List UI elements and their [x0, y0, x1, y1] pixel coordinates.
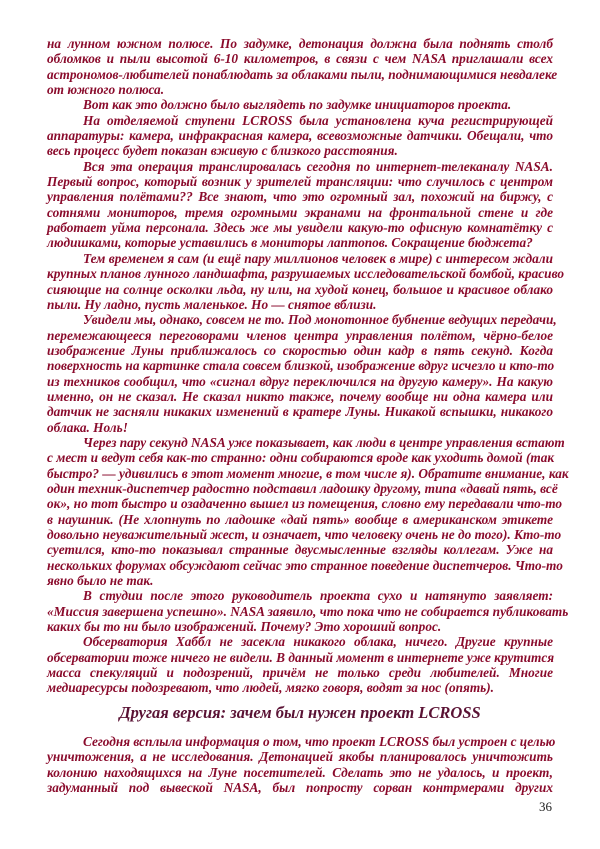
- section-heading: Другая версия: зачем был нужен проект LCROSS: [119, 703, 481, 722]
- text-line: изображение Луны приближалось со скоростью один кадр в пять секунд. Когда: [47, 342, 553, 358]
- text-line: В студии после этого руководитель проекта сухо и натянуто заявляет:: [83, 588, 553, 604]
- paragraph: [47, 588, 569, 635]
- text-line: перемежающееся переговорами членов центра управления полётом, чёрно-белое: [47, 327, 553, 343]
- text-line: весь процесс будет показан вживую с близкого расстояния.: [47, 143, 398, 159]
- paragraph: [47, 113, 553, 159]
- text-line: сияющие на солнце осколки льда, ну или, на худой конец, большое и красивое облако: [47, 281, 553, 297]
- text-line: на лунном южном полюсе. По задумке, детонация должна была поднять столб: [47, 36, 553, 51]
- text-line: в наушник. (Не хлопнуть по ладошке «дай пять» вообще в американском этикете: [47, 511, 553, 527]
- paragraph: [47, 734, 556, 796]
- text-line: уничтожения, а не исследования. Детонацией якобы планировалось уничтожить: [47, 749, 553, 765]
- text-line: «Миссия завершена успешно». NASA заявило, что пока что не собирается публиковать: [47, 603, 569, 619]
- text-line: облака. Ноль!: [47, 419, 128, 435]
- text-line: довольно неуважительный жест, и означает, что человеку очень не до того). Кто-то: [47, 527, 562, 542]
- text-line: обсерватории тоже ничего не видели. В данный момент в интернете уже крутится: [47, 649, 555, 665]
- text-line: крупных планов лунного ландшафта, разрушаемых исследовательской бомбой, красиво: [47, 266, 564, 282]
- text-line: людишками, которые уставились в мониторы лаптопов. Сокращение бюджета?: [47, 235, 533, 251]
- document-body: [47, 36, 569, 696]
- text-line: быстро? — удивились в этот момент многие, в том числе я). Обратите внимание, как: [47, 465, 569, 481]
- text-line: нескольких форумах обсуждают сейчас это странное поведение диспетчеров. Что-то: [47, 557, 563, 573]
- paragraph: [47, 434, 569, 589]
- text-line: с мест и ведут себя как-то странно: одни собираются вроде как уходить домой (так: [47, 450, 555, 466]
- text-line: астрономов-любителей понаблюдать за облаками пыли, поднимающимися невдалеке: [47, 66, 558, 82]
- text-line: Вся эта операция транслировалась сегодня по интернет-телеканалу NASA.: [83, 158, 553, 174]
- text-line: обломков и пыли высотой 6-10 километров, в связи с чем NASA приглашали всех: [47, 51, 553, 67]
- text-line: Через пару секунд NASA уже показывает, как люди в центре управления встают: [83, 434, 565, 450]
- text-line: Вот как это должно было выглядеть по задумке инициаторов проекта.: [83, 97, 512, 113]
- text-line: задуманный под вывеской NASA, был попросту сорван контрмерами других: [47, 780, 553, 796]
- text-line: масса спекуляций и подозрений, причём не только среди любителей. Многие: [47, 665, 553, 681]
- paragraph: [47, 97, 553, 112]
- paragraph: [47, 312, 557, 435]
- text-line: суетился, кто-то показывал странные двусмысленные взгляды коллегам. Уже на: [47, 542, 553, 558]
- text-line: работает уйма персонала. Здесь же мы увидели какую-то офисную комнатётку с: [47, 220, 553, 236]
- text-line: пыли. Ну ладно, пусть маленькое. Но — снятое вблизи.: [47, 296, 377, 312]
- text-line: колонию находящихся на Луне посетителей. Сделать это не удалось, и проект,: [47, 764, 553, 780]
- text-line: от южного полюса.: [47, 82, 165, 98]
- text-line: сотнями мониторов, тремя огромными экранами на фронтальной стене и где: [47, 204, 553, 220]
- paragraph: [47, 36, 558, 98]
- text-line: поверхность на картинке стала совсем близкой, изображение вдруг исчезло и кто-то: [47, 358, 555, 374]
- text-line: Обсерватория Хаббл не засекла никакого облака, ничего. Другие крупные: [83, 634, 553, 650]
- text-line: явно было не так.: [47, 573, 154, 589]
- text-line: Тем временем я сам (и ещё пару миллионов человек в мире) с интересом ждали: [83, 250, 553, 266]
- text-line: именно, он не сказал. Не сказал никто также, почему вообще ни одна камера или: [47, 388, 553, 404]
- document-body-continued: [47, 734, 556, 796]
- text-line: управления полётами?? Все знают, что это огромный зал, похожий на биржу, с: [47, 189, 553, 205]
- text-line: медиаресурсы подозревают, что людей, мягко говоря, водят за нос (опять).: [47, 680, 495, 696]
- paragraph: [47, 634, 553, 695]
- paragraph: [47, 159, 553, 251]
- text-line: Увидели мы, однако, совсем не то. Под монотонное бубнение ведущих передачи,: [83, 312, 557, 328]
- text-line: Сегодня всплыла информация о том, что проект LCROSS был устроен с целью: [83, 734, 556, 749]
- text-line: ок», но тот быстро и озадаченно вышел из помещения, словно ему передавали что-то: [47, 496, 563, 512]
- text-line: один техник-диспетчер радостно подставил ладошку другому, типа «давай пять, всё: [47, 480, 558, 496]
- text-line: Первый вопрос, который возник у зрителей трансляции: что случилось с центром: [47, 174, 553, 190]
- text-line: аппаратуры: камера, инфракрасная камера, всевозможные датчики. Обещали, что: [47, 128, 553, 144]
- text-line: каких бы то ни было изображений. Почему? Это хороший вопрос.: [47, 619, 442, 635]
- text-line: На отделяемой ступени LCROSS была установлена куча регистрирующей: [83, 112, 553, 128]
- text-line: из техников сообщил, что «сигнал вдруг переключился на другую камеру». На какую: [47, 373, 553, 389]
- paragraph: [47, 250, 564, 312]
- page-number: 36: [539, 799, 552, 814]
- text-line: датчик не засняли никаких изменений в кратере Луны. Никакой вспышки, никакого: [47, 404, 553, 420]
